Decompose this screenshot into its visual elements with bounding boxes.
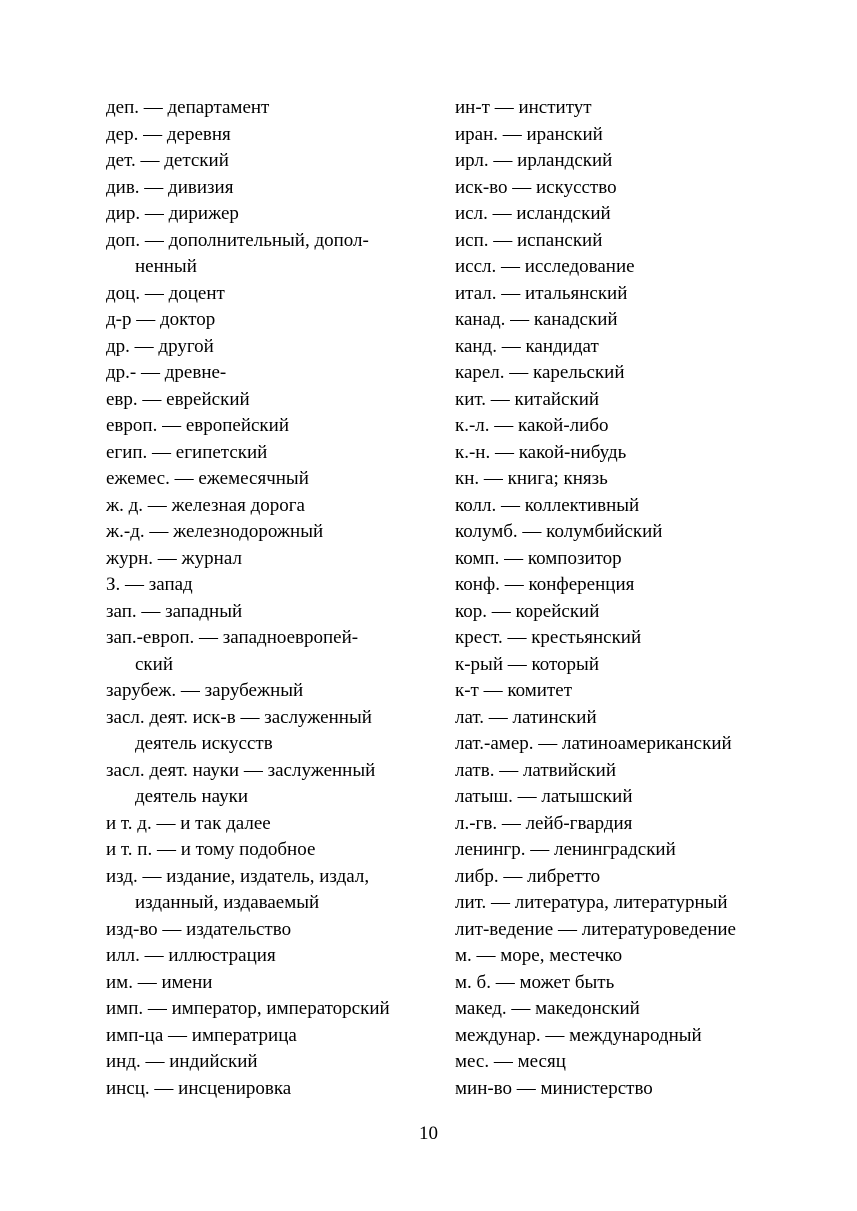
abbreviation-entry <box>455 652 785 679</box>
entry-line: кн. — книга; князь <box>455 468 608 489</box>
entry-line: зап. — западный <box>106 600 243 622</box>
entry-line: ленингр. — ленинградский <box>455 839 676 860</box>
entry-line: лат.-амер. — латиноамериканский <box>455 733 732 754</box>
entry-line: зап.-европ. — западноевропей- <box>106 627 359 648</box>
abbreviation-entry <box>106 705 436 758</box>
entry-line: ирл. — ирландский <box>455 150 613 171</box>
entry-line: З. — запад <box>106 574 193 595</box>
abbreviation-entry <box>455 758 785 785</box>
entry-line: егип. — египетский <box>106 441 268 463</box>
abbreviation-entry <box>455 201 785 228</box>
abbreviation-entry <box>106 95 436 122</box>
abbreviation-entry <box>455 572 785 599</box>
entry-line: итал. — итальянский <box>455 282 628 304</box>
entry-line: м. б. — может быть <box>455 971 615 993</box>
entry-line: инд. — индийский <box>106 1051 258 1072</box>
entry-line: имп-ца — императрица <box>106 1024 297 1046</box>
entry-line: латв. — латвийский <box>455 759 616 781</box>
entry-line: иран. — иранский <box>455 123 603 145</box>
entry-line: колл. — коллективный <box>455 494 640 516</box>
abbreviation-entry <box>455 281 785 308</box>
entry-line: изд-во — издательство <box>106 918 292 940</box>
entry-line: ин-т — институт <box>455 97 592 118</box>
abbreviation-entry <box>455 175 785 202</box>
abbreviation-entry <box>106 625 436 678</box>
entry-line: кор. — корейский <box>455 600 600 622</box>
entry-line: др.- — древне- <box>106 362 227 383</box>
abbreviation-entry <box>455 228 785 255</box>
abbreviation-entry <box>455 122 785 149</box>
entry-line: л.-гв. — лейб-гвардия <box>455 812 633 834</box>
abbreviation-entry <box>455 864 785 891</box>
entry-line: инсц. — инсценировка <box>106 1077 292 1099</box>
abbreviation-entry <box>455 307 785 334</box>
abbreviation-entry <box>455 1023 785 1050</box>
abbreviation-entry <box>106 281 436 308</box>
entry-line: лат. — латинский <box>455 706 597 728</box>
abbreviation-entry <box>106 519 436 546</box>
abbreviation-entry <box>455 917 785 944</box>
entry-line: имп. — император, императорский <box>106 998 390 1019</box>
abbreviation-entry <box>106 1049 436 1076</box>
abbreviation-entry <box>106 413 436 440</box>
entry-line: и т. п. — и тому подобное <box>106 839 316 860</box>
entry-line: им. — имени <box>106 971 213 993</box>
entry-line: либр. — либретто <box>455 865 601 887</box>
entry-line: латыш. — латышский <box>455 786 633 807</box>
entry-line: д-р — доктор <box>106 309 216 330</box>
abbreviation-entry <box>455 599 785 626</box>
entry-line: доц. — доцент <box>106 282 225 304</box>
entry-line: карел. — карельский <box>455 362 625 383</box>
entry-line: журн. — журнал <box>106 547 242 569</box>
abbreviation-entry <box>455 148 785 175</box>
entry-line: междунар. — международный <box>455 1024 702 1046</box>
abbreviation-entry <box>106 811 436 838</box>
abbreviation-entry <box>455 334 785 361</box>
abbreviation-column-right <box>455 95 785 1102</box>
entry-line: к.-н. — какой-нибудь <box>455 441 627 463</box>
entry-line: колумб. — колумбийский <box>455 521 663 542</box>
abbreviation-entry <box>455 466 785 493</box>
entry-line: изд. — издание, издатель, издал, <box>106 865 370 887</box>
entry-line: и т. д. — и так далее <box>106 812 271 834</box>
entry-line: канад. — канадский <box>455 309 618 330</box>
abbreviation-entry <box>455 1049 785 1076</box>
entry-line: засл. деят. науки — заслуженный <box>106 759 376 781</box>
abbreviation-entry <box>455 837 785 864</box>
abbreviation-entry <box>106 1076 436 1103</box>
abbreviation-entry <box>455 678 785 705</box>
abbreviation-entry <box>455 387 785 414</box>
abbreviation-entry <box>455 95 785 122</box>
abbreviation-entry <box>455 440 785 467</box>
entry-line: к.-л. — какой-либо <box>455 415 609 436</box>
abbreviation-entry <box>106 148 436 175</box>
entry-line: лит-ведение — литературоведение <box>455 918 736 940</box>
entry-line: комп. — композитор <box>455 547 622 569</box>
entry-line: конф. — конференция <box>455 574 635 595</box>
abbreviation-entry <box>455 705 785 732</box>
entry-line: див. — дивизия <box>106 176 234 198</box>
abbreviation-entry <box>455 493 785 520</box>
entry-line: иск-во — искусство <box>455 176 617 198</box>
abbreviation-entry <box>106 307 436 334</box>
entry-line: к-т — комитет <box>455 680 572 701</box>
abbreviation-entry <box>106 201 436 228</box>
abbreviation-entry <box>455 811 785 838</box>
entry-line: макед. — македонский <box>455 998 640 1019</box>
entry-line: исл. — исландский <box>455 203 611 224</box>
abbreviation-entry <box>106 758 436 811</box>
entry-line: исп. — испанский <box>455 229 603 251</box>
entry-line: доп. — дополнительный, допол- <box>106 229 369 251</box>
abbreviation-entry <box>106 175 436 202</box>
entry-line: мес. — месяц <box>455 1051 566 1072</box>
entry-line: деп. — департамент <box>106 97 270 118</box>
abbreviation-entry <box>106 837 436 864</box>
entry-line: дер. — деревня <box>106 123 231 145</box>
entry-line: крест. — крестьянский <box>455 627 642 648</box>
entry-line: зарубеж. — зарубежный <box>106 680 304 701</box>
abbreviation-entry <box>106 334 436 361</box>
abbreviation-entry <box>455 996 785 1023</box>
abbreviation-entry <box>455 784 785 811</box>
entry-line: мин-во — министерство <box>455 1077 653 1099</box>
entry-line: евр. — еврейский <box>106 388 250 410</box>
entry-line: м. — море, местечко <box>455 945 623 966</box>
entry-line: канд. — кандидат <box>455 335 599 357</box>
entry-line: илл. — иллюстрация <box>106 945 276 966</box>
entry-line: ж. д. — железная дорога <box>106 494 305 516</box>
entry-continuation-line: ненный <box>135 256 197 277</box>
abbreviation-entry <box>106 360 436 387</box>
abbreviation-entry <box>106 572 436 599</box>
abbreviation-entry <box>106 996 436 1023</box>
entry-line: ежемес. — ежемесячный <box>106 468 309 489</box>
abbreviation-entry <box>106 440 436 467</box>
abbreviation-entry <box>106 466 436 493</box>
entry-line: дир. — дирижер <box>106 203 239 224</box>
abbreviation-entry <box>106 546 436 573</box>
entry-line: иссл. — исследование <box>455 256 635 277</box>
abbreviation-column-left <box>106 95 436 1102</box>
abbreviation-entry <box>455 890 785 917</box>
abbreviation-entry <box>106 864 436 917</box>
abbreviation-entry <box>455 625 785 652</box>
abbreviation-entry <box>106 943 436 970</box>
abbreviation-entry <box>106 493 436 520</box>
abbreviation-entry <box>455 360 785 387</box>
entry-continuation-line: деятель науки <box>135 786 249 807</box>
entry-line: дет. — детский <box>106 150 229 171</box>
entry-line: кит. — китайский <box>455 388 600 410</box>
entry-line: европ. — европейский <box>106 415 289 436</box>
abbreviation-entry <box>455 519 785 546</box>
abbreviation-entry <box>106 970 436 997</box>
abbreviation-entry <box>106 917 436 944</box>
entry-line: засл. деят. иск-в — заслуженный <box>106 706 372 728</box>
abbreviation-entry <box>106 678 436 705</box>
abbreviation-entry <box>106 387 436 414</box>
abbreviation-entry <box>455 1076 785 1103</box>
abbreviation-entry <box>455 970 785 997</box>
abbreviation-entry <box>106 1023 436 1050</box>
abbreviation-entry <box>455 943 785 970</box>
entry-line: лит. — литература, литературный <box>455 892 728 913</box>
entry-line: ж.-д. — железнодорожный <box>106 521 324 542</box>
abbreviation-entry <box>106 228 436 281</box>
entry-line: к-рый — который <box>455 653 599 675</box>
abbreviation-entry <box>455 254 785 281</box>
page-number: 10 <box>419 1123 438 1144</box>
entry-continuation-line: деятель искусств <box>135 733 273 754</box>
abbreviation-entry <box>455 546 785 573</box>
abbreviation-entry <box>106 599 436 626</box>
abbreviation-entry <box>455 413 785 440</box>
entry-continuation-line: изданный, издаваемый <box>135 892 320 913</box>
abbreviation-entry <box>106 122 436 149</box>
entry-continuation-line: ский <box>135 653 173 675</box>
entry-line: др. — другой <box>106 335 214 357</box>
abbreviation-entry <box>455 731 785 758</box>
